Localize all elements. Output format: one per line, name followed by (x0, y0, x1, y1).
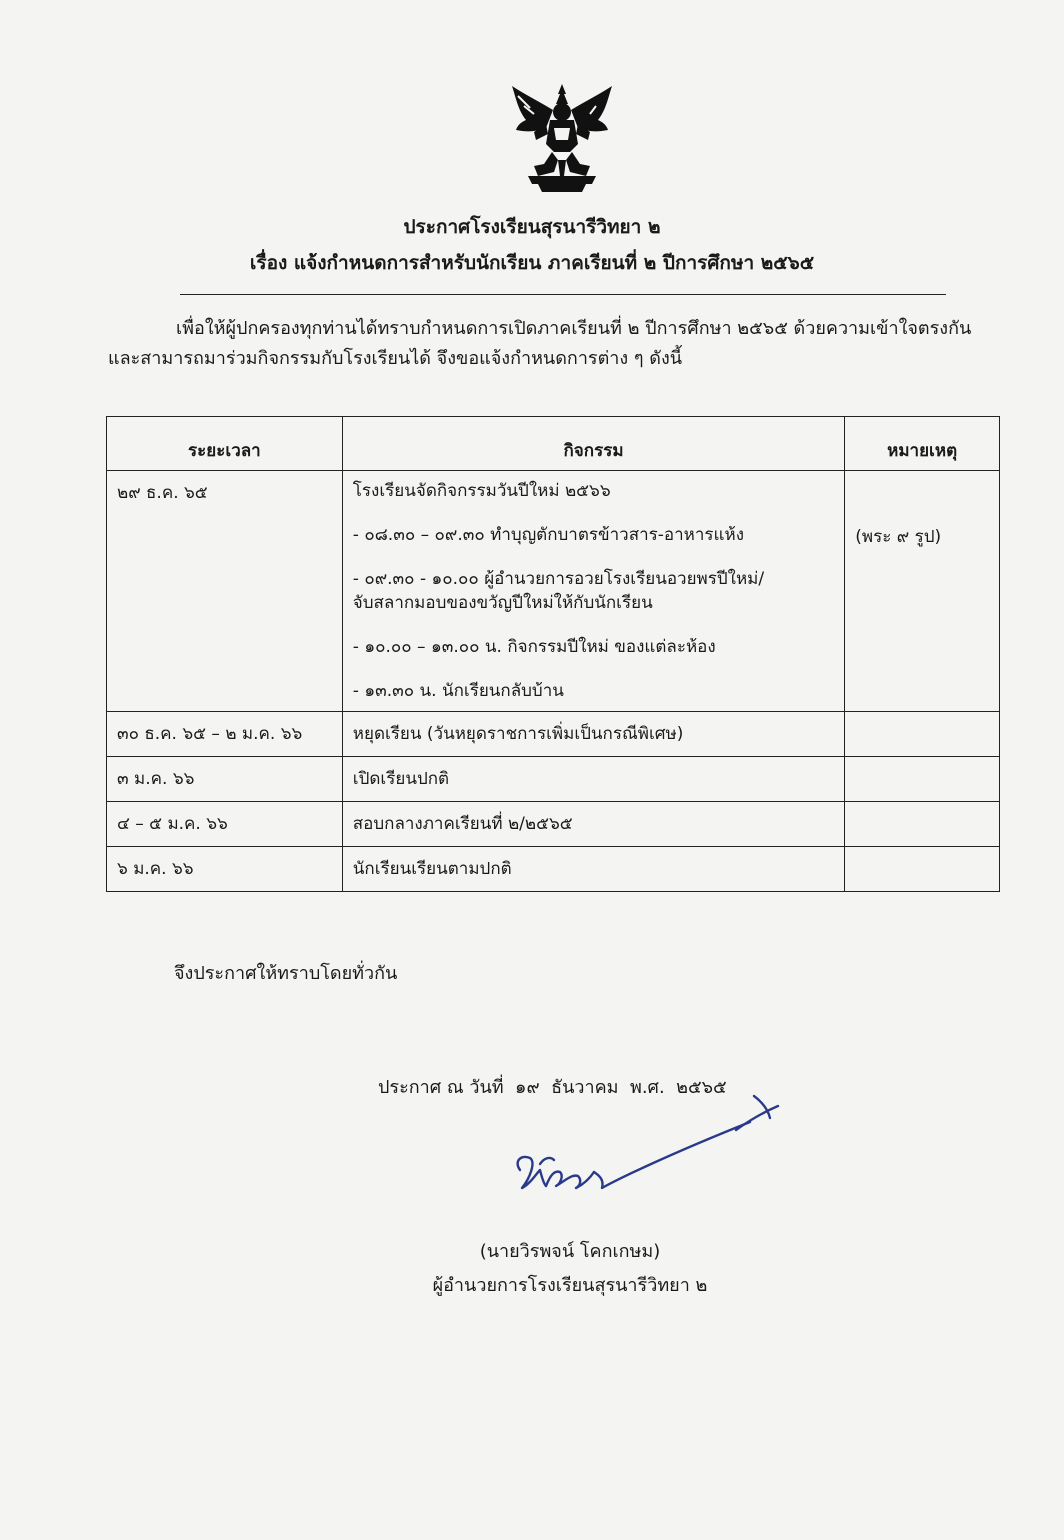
title-divider (180, 294, 946, 295)
signer-position: ผู้อำนวยการโรงเรียนสุรนารีวิทยา ๒ (432, 1275, 708, 1296)
activity-cell (342, 471, 845, 712)
intro-line-1: เพื่อให้ผู้ปกครองทุกท่านได้ทราบกำหนดการเปิดภาคเรียนที่ ๒ ปีการศึกษา ๒๕๖๕ ด้วยความเข้าใจตรงกัน (176, 318, 972, 339)
activity-line: - ๑๓.๓๐ น. นักเรียนกลับบ้าน (352, 681, 564, 701)
note-cell (845, 757, 1000, 802)
schedule-table (106, 416, 1000, 892)
table-row (107, 847, 1000, 892)
table-row (107, 712, 1000, 757)
column-header-period: ระยะเวลา (107, 417, 343, 471)
closing-statement: จึงประกาศให้ทราบโดยทั่วกัน (174, 963, 398, 984)
activity-cell: เปิดเรียนปกติ (342, 757, 845, 802)
table-row (107, 757, 1000, 802)
table-row (107, 471, 1000, 712)
activity-line-group (353, 567, 835, 615)
period-cell: ๖ ม.ค. ๖๖ (107, 847, 343, 892)
announcement-subject: เรื่อง แจ้งกำหนดการสำหรับนักเรียน ภาคเรียนที่ ๒ ปีการศึกษา ๒๕๖๕ (249, 252, 815, 274)
table-header-row (107, 417, 1000, 471)
period-cell: ๒๙ ธ.ค. ๖๕ (107, 471, 343, 712)
activity-cell: สอบกลางภาคเรียนที่ ๒/๒๕๖๕ (342, 802, 845, 847)
announcement-date: ประกาศ ณ วันที่ ๑๙ ธันวาคม พ.ศ. ๒๕๖๕ (378, 1077, 727, 1098)
note-cell (845, 847, 1000, 892)
activity-line: - ๐๘.๓๐ – ๐๙.๓๐ ทำบุญตักบาตรข้าวสาร-อาหารแห้ง (352, 525, 745, 545)
activity-cell: หยุดเรียน (วันหยุดราชการเพิ่มเป็นกรณีพิเศษ) (342, 712, 845, 757)
note-cell (845, 802, 1000, 847)
activity-cell: นักเรียนเรียนตามปกติ (342, 847, 845, 892)
period-cell: ๓๐ ธ.ค. ๖๕ – ๒ ม.ค. ๖๖ (107, 712, 343, 757)
note-cell: (พระ ๙ รูป) (845, 471, 1000, 712)
activity-line: - ๐๙.๓๐ - ๑๐.๐๐ ผู้อำนวยการอวยโรงเรียนอวยพรปีใหม่/ (352, 569, 765, 589)
column-header-activity: กิจกรรม (342, 417, 845, 471)
activity-line: โรงเรียนจัดกิจกรรมวันปีใหม่ ๒๕๖๖ (352, 481, 611, 501)
activity-line: จับสลากมอบของขวัญปีใหม่ให้กับนักเรียน (352, 593, 653, 613)
column-header-note: หมายเหตุ (845, 417, 1000, 471)
handwritten-signature (500, 1088, 800, 1218)
page-title: ประกาศโรงเรียนสุรนารีวิทยา ๒ (403, 216, 661, 238)
note-cell (845, 712, 1000, 757)
intro-paragraph (108, 314, 998, 374)
signer-name: (นายวิรพจน์ โคกเกษม) (479, 1241, 661, 1262)
period-cell: ๓ ม.ค. ๖๖ (107, 757, 343, 802)
activity-line: - ๑๐.๐๐ – ๑๓.๐๐ น. กิจกรรมปีใหม่ ของแต่ละห้อง (352, 637, 716, 657)
table-row (107, 802, 1000, 847)
garuda-emblem-icon (504, 80, 620, 198)
intro-line-2: และสามารถมาร่วมกิจกรรมกับโรงเรียนได้ จึงขอแจ้งกำหนดการต่าง ๆ ดังนี้ (108, 348, 683, 369)
period-cell: ๔ – ๕ ม.ค. ๖๖ (107, 802, 343, 847)
